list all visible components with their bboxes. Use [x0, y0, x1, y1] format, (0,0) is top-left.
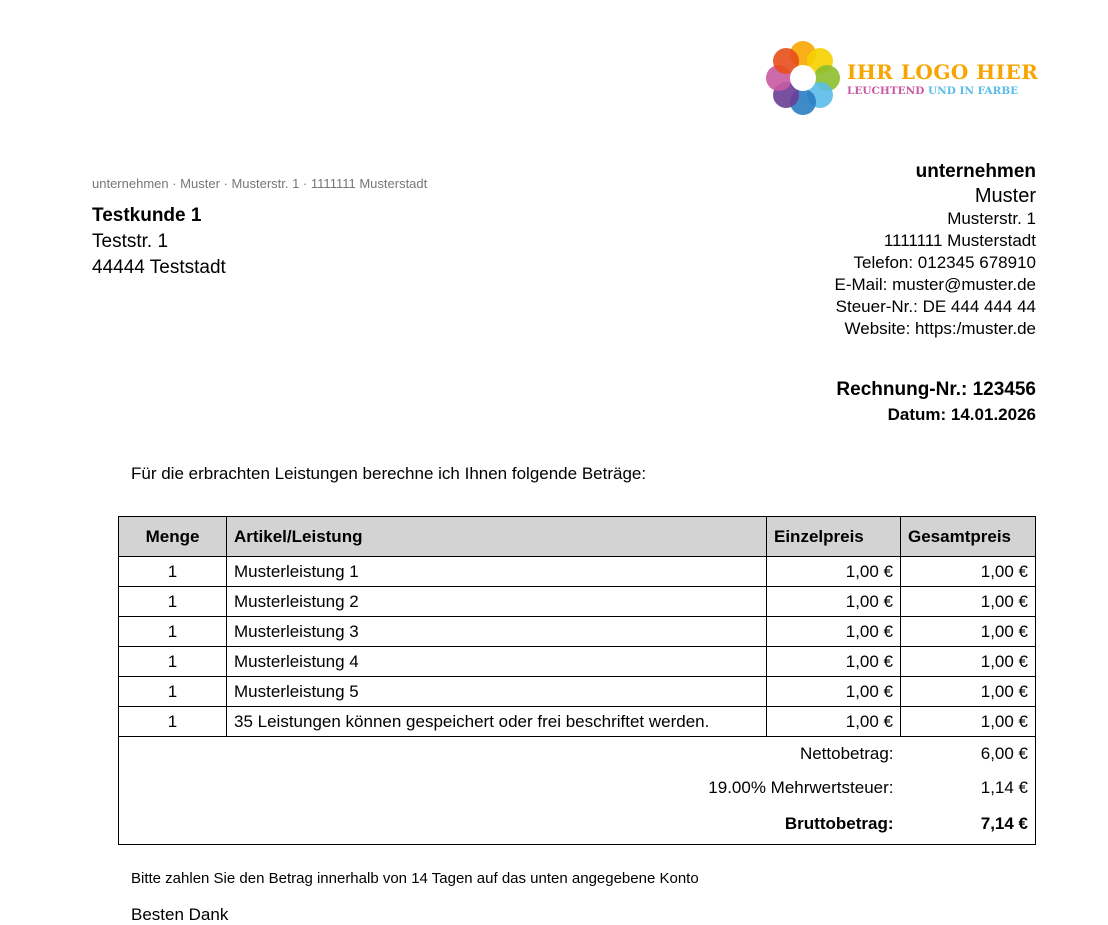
company-city: 1111111 Musterstadt	[883, 231, 1036, 250]
cell-unit-price: 1,00 €	[767, 677, 901, 707]
net-label: Nettobetrag:	[119, 737, 901, 771]
cell-quantity: 1	[119, 617, 227, 647]
header-quantity: Menge	[119, 517, 227, 557]
cell-quantity: 1	[119, 557, 227, 587]
logo-sub2: UND IN FARBE	[928, 85, 1019, 97]
invoice-date: Datum: 14.01.2026	[887, 405, 1036, 424]
table-row	[119, 617, 1036, 647]
cell-unit-price: 1,00 €	[767, 587, 901, 617]
cell-total-price: 1,00 €	[901, 707, 1036, 737]
flower-logo-icon	[765, 40, 845, 120]
table-row	[119, 557, 1036, 587]
table-row	[119, 587, 1036, 617]
cell-item: Musterleistung 2	[227, 587, 767, 617]
thanks-text: Besten Dank	[131, 905, 229, 924]
company-info	[835, 160, 1036, 340]
cell-total-price: 1,00 €	[901, 557, 1036, 587]
logo-sub1: LEUCHTEND	[847, 85, 925, 97]
company-website: Website: https:/muster.de	[844, 319, 1036, 338]
customer-name: Testkunde 1	[92, 205, 202, 226]
logo-center	[790, 65, 816, 91]
cell-item: 35 Leistungen können gespeichert oder frei beschriftet werden.	[227, 707, 767, 737]
cell-total-price: 1,00 €	[901, 587, 1036, 617]
vat-value: 1,14 €	[901, 771, 1036, 805]
company-email: E-Mail: muster@muster.de	[834, 275, 1036, 294]
net-value: 6,00 €	[901, 737, 1036, 771]
company-tax: Steuer-Nr.: DE 444 444 44	[835, 297, 1036, 316]
logo-title: IHR LOGO HIER	[847, 60, 1039, 84]
cell-total-price: 1,00 €	[901, 677, 1036, 707]
cell-item: Musterleistung 5	[227, 677, 767, 707]
cell-unit-price: 1,00 €	[767, 707, 901, 737]
gross-label: Bruttobetrag:	[119, 805, 901, 845]
table-row	[119, 647, 1036, 677]
header-total-price: Gesamtpreis	[901, 517, 1036, 557]
company-street: Musterstr. 1	[947, 209, 1036, 228]
invoice-header	[836, 378, 1036, 428]
vat-label: 19.00% Mehrwertsteuer:	[119, 771, 901, 805]
intro-text: Für die erbrachten Leistungen berechne ich Ihnen folgende Beträge:	[131, 464, 647, 483]
table-row	[119, 677, 1036, 707]
gross-value: 7,14 €	[901, 805, 1036, 845]
cell-unit-price: 1,00 €	[767, 557, 901, 587]
invoice-table	[118, 516, 1036, 845]
customer-city: 44444 Teststadt	[92, 257, 226, 278]
company-name: unternehmen	[915, 161, 1036, 182]
cell-quantity: 1	[119, 707, 227, 737]
header-item: Artikel/Leistung	[227, 517, 767, 557]
cell-item: Musterleistung 4	[227, 647, 767, 677]
cell-item: Musterleistung 1	[227, 557, 767, 587]
header-unit-price: Einzelpreis	[767, 517, 901, 557]
payment-note: Bitte zahlen Sie den Betrag innerhalb von 14 Tagen auf das unten angegebene Konto	[131, 870, 699, 887]
cell-item: Musterleistung 3	[227, 617, 767, 647]
cell-quantity: 1	[119, 677, 227, 707]
cell-total-price: 1,00 €	[901, 617, 1036, 647]
sender-line: unternehmen · Muster · Musterstr. 1 · 1111111 Musterstadt	[92, 176, 428, 191]
cell-total-price: 1,00 €	[901, 647, 1036, 677]
company-name2: Muster	[974, 185, 1036, 207]
customer-street: Teststr. 1	[92, 231, 169, 252]
company-phone: Telefon: 012345 678910	[853, 253, 1036, 272]
cell-unit-price: 1,00 €	[767, 617, 901, 647]
company-logo	[765, 40, 1040, 120]
cell-quantity: 1	[119, 647, 227, 677]
invoice-number: Rechnung-Nr.: 123456	[836, 379, 1036, 400]
cell-quantity: 1	[119, 587, 227, 617]
table-row	[119, 707, 1036, 737]
cell-unit-price: 1,00 €	[767, 647, 901, 677]
customer-address	[92, 203, 226, 281]
